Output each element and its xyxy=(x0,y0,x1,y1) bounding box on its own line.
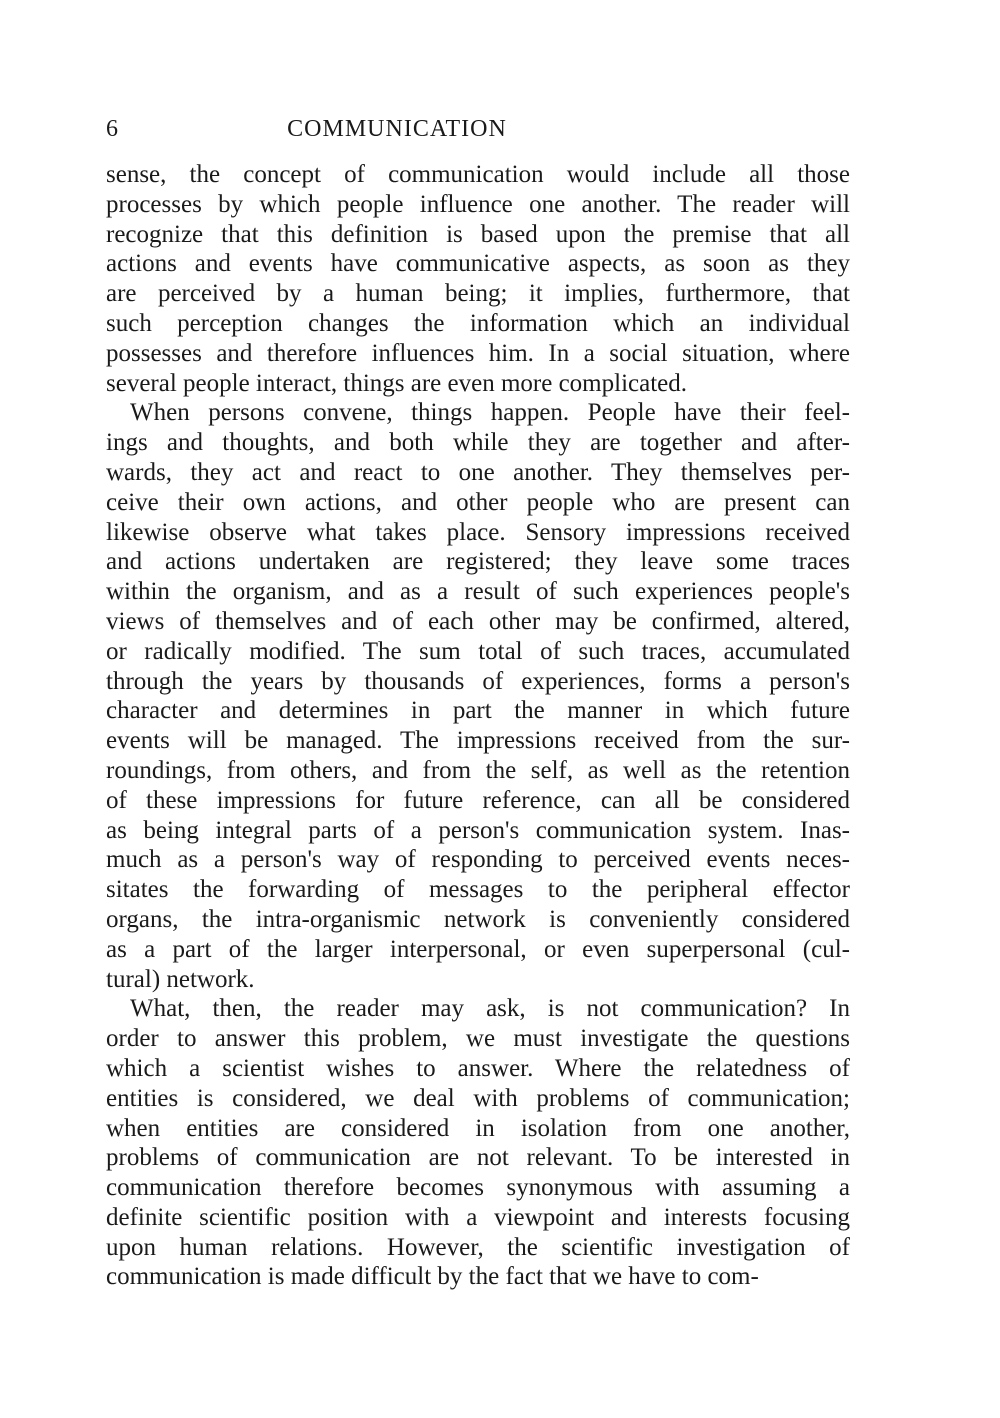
text-line: wards, they act and react to one another. They themselves per- xyxy=(106,458,850,486)
text-line: when entities are considered in isolation from one another, xyxy=(106,1114,850,1142)
text-line: ings and thoughts, and both while they are together and after- xyxy=(106,429,850,457)
text-line: or radically modified. The sum total of such traces, accumulated xyxy=(106,637,850,665)
text-line: actions and events have communicative aspects, as soon as they xyxy=(106,250,850,278)
paragraph xyxy=(106,160,850,398)
text-line: of these impressions for future reference, can all be considered xyxy=(106,786,850,814)
text-line: as being integral parts of a person's communication system. Inas- xyxy=(106,816,850,844)
text-line: as a part of the larger interpersonal, or even superpersonal (cul- xyxy=(106,935,850,963)
text-line: communication therefore becomes synonymous with assuming a xyxy=(106,1174,850,1202)
text-line: organs, the intra-organismic network is conveniently considered xyxy=(106,905,850,933)
text-line: order to answer this problem, we must investigate the questions xyxy=(106,1025,850,1053)
running-title: COMMUNICATION xyxy=(287,116,507,142)
page-number: 6 xyxy=(106,116,118,142)
text-line: roundings, from others, and from the self, as well as the retention xyxy=(106,756,850,784)
text-line: processes by which people influence one another. The reader will xyxy=(106,190,850,218)
text-line: within the organism, and as a result of such experiences people's xyxy=(106,578,850,606)
text-line: entities is considered, we deal with problems of communication; xyxy=(106,1084,850,1112)
text-line: ceive their own actions, and other people who are present can xyxy=(106,488,850,516)
text-line: and actions undertaken are registered; they leave some traces xyxy=(106,548,850,576)
text-line: What, then, the reader may ask, is not communication? In xyxy=(130,995,850,1023)
text-line: problems of communication are not relevant. To be interested in xyxy=(106,1144,850,1172)
text-line: which a scientist wishes to answer. Where the relatedness of xyxy=(106,1054,850,1082)
text-line: definite scientific position with a viewpoint and interests focusing xyxy=(106,1203,850,1231)
text-line: recognize that this definition is based upon the premise that all xyxy=(106,220,850,248)
text-line: When persons convene, things happen. People have their feel- xyxy=(130,399,850,427)
text-line: sitates the forwarding of messages to the peripheral effector xyxy=(106,876,850,904)
running-head xyxy=(106,112,850,146)
body-text xyxy=(106,160,850,1292)
text-line: much as a person's way of responding to perceived events neces- xyxy=(106,846,850,874)
text-line: several people interact, things are even more complicated. xyxy=(106,369,687,397)
paragraph xyxy=(106,994,850,1292)
text-line: views of themselves and of each other may be confirmed, altered, xyxy=(106,607,850,635)
text-line: are perceived by a human being; it implies, furthermore, that xyxy=(106,280,850,308)
text-line: likewise observe what takes place. Sensory impressions received xyxy=(106,518,850,546)
text-line: upon human relations. However, the scientific investigation of xyxy=(106,1233,850,1261)
text-line: tural) network. xyxy=(106,965,255,993)
text-line: possesses and therefore influences him. In a social situation, where xyxy=(106,339,850,367)
paragraph xyxy=(106,398,850,994)
text-line: sense, the concept of communication would include all those xyxy=(106,161,850,188)
text-line: through the years by thousands of experiences, forms a person's xyxy=(106,667,850,695)
text-line: character and determines in part the manner in which future xyxy=(106,697,850,725)
text-line: such perception changes the information which an individual xyxy=(106,309,850,337)
text-line: communication is made difficult by the fact that we have to com- xyxy=(106,1263,759,1291)
text-line: events will be managed. The impressions received from the sur- xyxy=(106,727,850,755)
